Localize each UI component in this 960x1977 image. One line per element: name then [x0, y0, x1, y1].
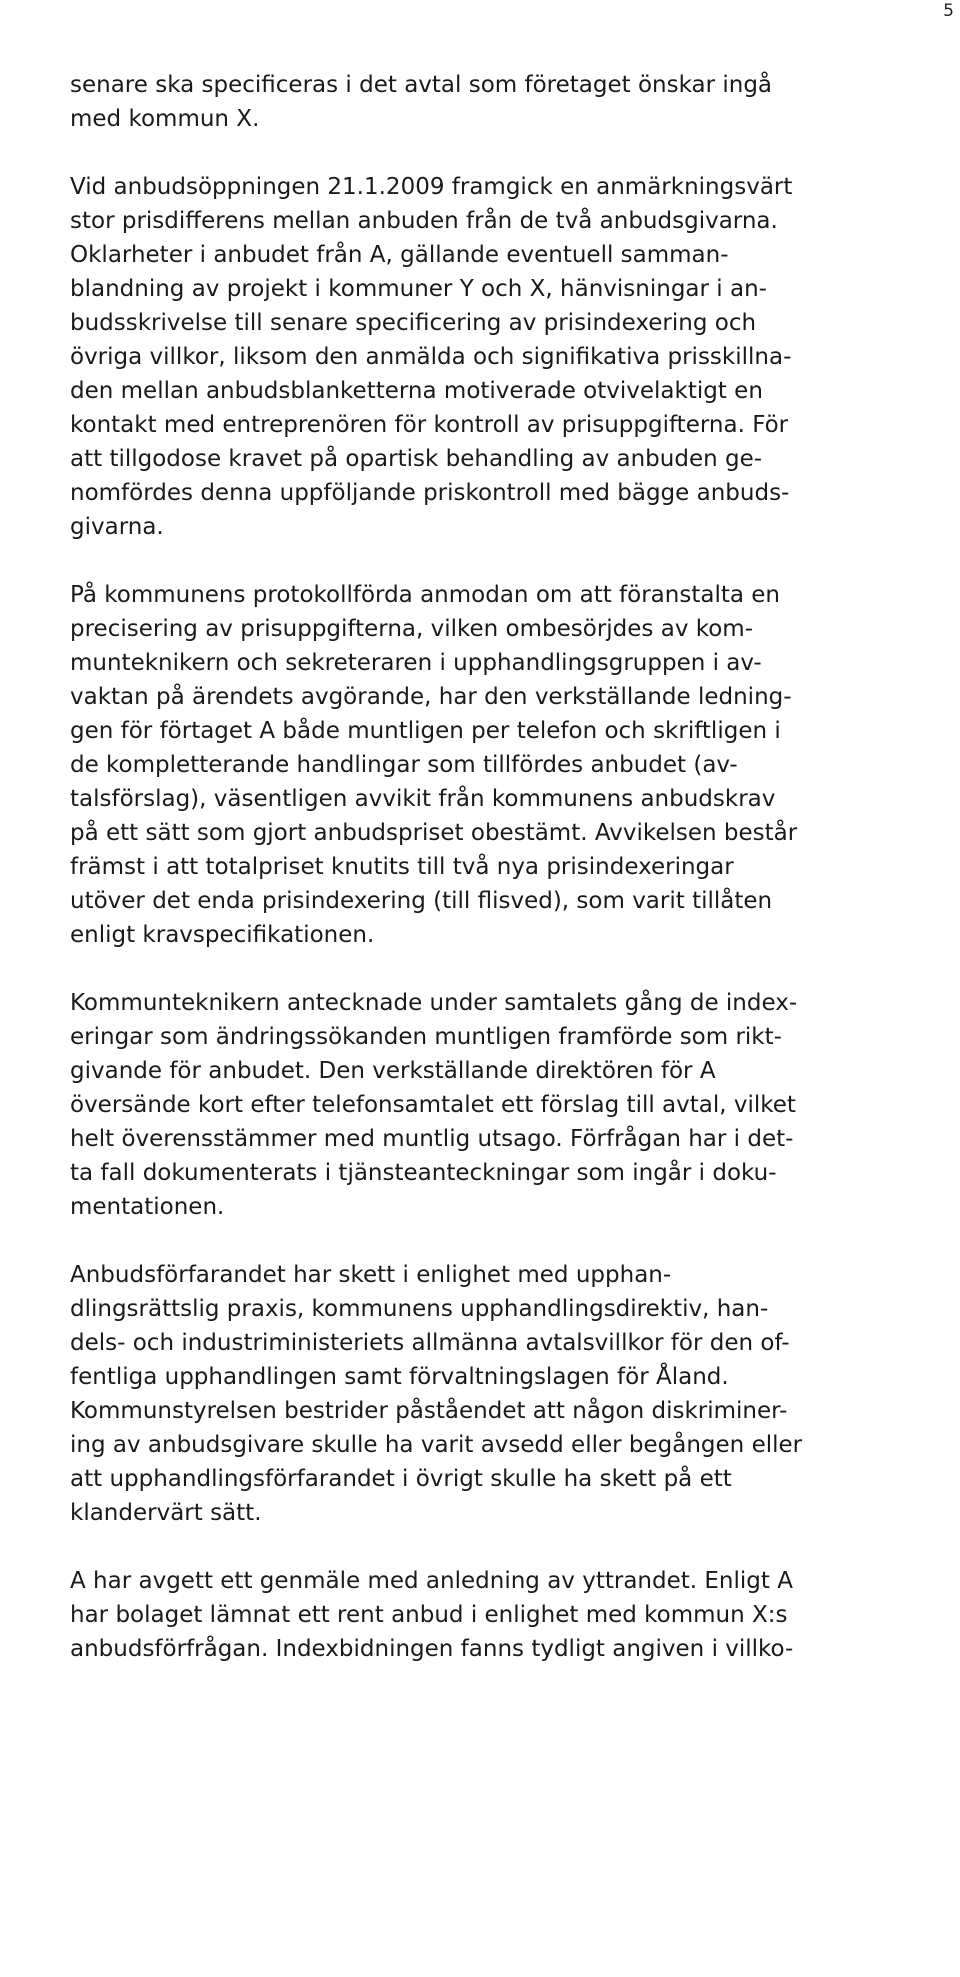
text-line: utöver det enda prisindexering (till flisved), som varit tillåten — [70, 888, 773, 914]
text-line: nomfördes denna uppföljande priskontroll med bägge anbuds- — [70, 480, 790, 506]
paragraph — [70, 68, 946, 136]
text-line: Anbudsförfarandet har skett i enlighet med upphan- — [70, 1262, 672, 1288]
paragraph — [70, 578, 946, 952]
text-line: eringar som ändringssökanden muntligen framförde som rikt- — [70, 1024, 782, 1050]
page-number: 5 — [943, 1, 954, 21]
text-line: fentliga upphandlingen samt förvaltningslagen för Åland. — [70, 1364, 729, 1390]
paragraph — [70, 986, 946, 1224]
paragraph — [70, 1258, 946, 1530]
text-line: den mellan anbudsblanketterna motiverade otvivelaktigt en — [70, 378, 763, 404]
text-line: munteknikern och sekreteraren i upphandlingsgruppen i av- — [70, 650, 762, 676]
text-line: Kommunteknikern antecknade under samtalets gång de index- — [70, 990, 798, 1016]
text-line: har bolaget lämnat ett rent anbud i enlighet med kommun X:s — [70, 1602, 788, 1628]
text-line: de kompletterande handlingar som tillfördes anbudet (av- — [70, 752, 738, 778]
text-line: mentationen. — [70, 1194, 225, 1220]
text-line: ta fall dokumenterats i tjänsteanteckningar som ingår i doku- — [70, 1160, 777, 1186]
text-line: enligt kravspecifikationen. — [70, 922, 375, 948]
text-line: blandning av projekt i kommuner Y och X, hänvisningar i an- — [70, 276, 767, 302]
text-line: främst i att totalpriset knutits till två nya prisindexeringar — [70, 854, 734, 880]
text-line: gen för förtaget A både muntligen per telefon och skriftligen i — [70, 718, 781, 744]
text-line: givande för anbudet. Den verkställande direktören för A — [70, 1058, 716, 1084]
text-line: A har avgett ett genmäle med anledning av yttrandet. Enligt A — [70, 1568, 793, 1594]
paragraph — [70, 1564, 946, 1666]
text-line: övriga villkor, liksom den anmälda och signifikativa prisskillna- — [70, 344, 792, 370]
text-line: precisering av prisuppgifterna, vilken ombesörjdes av kom- — [70, 616, 754, 642]
text-line: På kommunens protokollförda anmodan om att föranstalta en — [70, 582, 780, 608]
text-line: givarna. — [70, 514, 164, 540]
text-line: Oklarheter i anbudet från A, gällande eventuell samman- — [70, 242, 729, 268]
text-line: översände kort efter telefonsamtalet ett förslag till avtal, vilket — [70, 1092, 796, 1118]
text-line: dels- och industriministeriets allmänna avtalsvillkor för den of- — [70, 1330, 790, 1356]
text-line: med kommun X. — [70, 106, 260, 132]
text-line: senare ska specificeras i det avtal som företaget önskar ingå — [70, 72, 773, 98]
text-line: klandervärt sätt. — [70, 1500, 262, 1526]
paragraph — [70, 170, 946, 544]
text-line: att tillgodose kravet på opartisk behandling av anbuden ge- — [70, 446, 763, 472]
text-line: anbudsförfrågan. Indexbidningen fanns tydligt angiven i villko- — [70, 1636, 794, 1662]
text-line: budsskrivelse till senare specificering av prisindexering och — [70, 310, 757, 336]
text-line: på ett sätt som gjort anbudspriset obestämt. Avvikelsen består — [70, 820, 798, 846]
text-line: att upphandlingsförfarandet i övrigt skulle ha skett på ett — [70, 1466, 732, 1492]
text-line: talsförslag), väsentligen avvikit från kommunens anbudskrav — [70, 786, 776, 812]
text-line: helt överensstämmer med muntlig utsago. Förfrågan har i det- — [70, 1126, 794, 1152]
text-line: stor prisdifferens mellan anbuden från de två anbudsgivarna. — [70, 208, 778, 234]
text-line: vaktan på ärendets avgörande, har den verkställande ledning- — [70, 684, 792, 710]
document-body — [70, 68, 946, 1700]
text-line: kontakt med entreprenören för kontroll av prisuppgifterna. För — [70, 412, 789, 438]
text-line: Vid anbudsöppningen 21.1.2009 framgick en anmärkningsvärt — [70, 174, 793, 200]
text-line: ing av anbudsgivare skulle ha varit avsedd eller begången eller — [70, 1432, 803, 1458]
text-line: Kommunstyrelsen bestrider påståendet att någon diskriminer- — [70, 1398, 788, 1424]
text-line: dlingsrättslig praxis, kommunens upphandlingsdirektiv, han- — [70, 1296, 769, 1322]
